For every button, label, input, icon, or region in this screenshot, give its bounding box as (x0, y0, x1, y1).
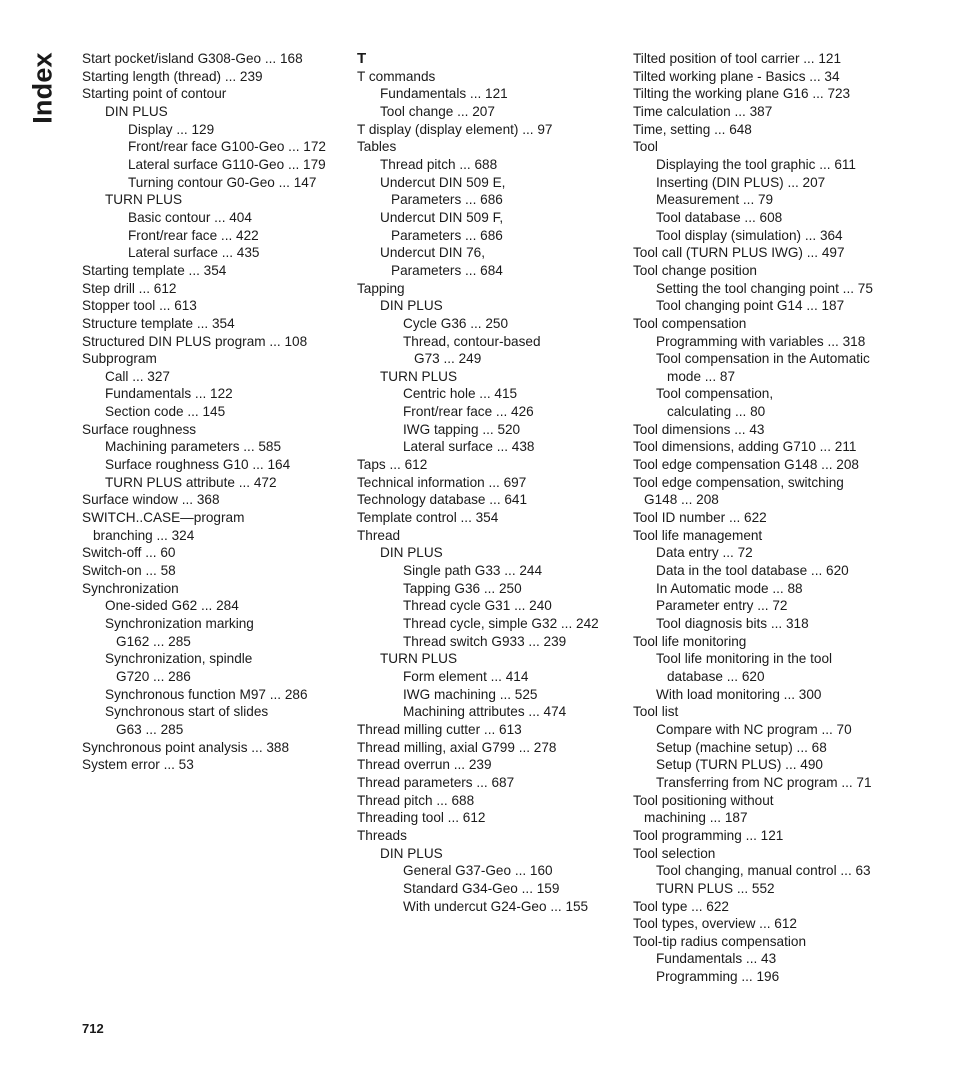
index-entry: Starting length (thread) ... 239 (82, 68, 263, 84)
index-subentry: Thread switch G933 ... 239 (403, 633, 567, 649)
index-entry: System error ... 53 (82, 757, 194, 773)
index-entry: Technology database ... 641 (357, 492, 528, 508)
index-entry: Tool change position (633, 262, 757, 278)
index-subentry: Single path G33 ... 244 (403, 563, 543, 579)
page-number: 712 (82, 1021, 104, 1036)
index-entry: Structured DIN PLUS program ... 108 (82, 333, 308, 349)
index-entry: Synchronous point analysis ... 388 (82, 739, 290, 755)
index-entry: Tool compensation (633, 315, 747, 331)
index-entry: Time, setting ... 648 (633, 121, 752, 137)
index-subentry: DIN PLUS (380, 298, 443, 314)
index-subentry: Tool changing, manual control ... 63 (656, 863, 871, 879)
index-entry-continuation: G720 ... 286 (116, 668, 191, 684)
index-letter-heading: T (357, 50, 367, 67)
index-subentry: Synchronization marking (105, 616, 254, 631)
index-subentry: Lateral surface ... 438 (403, 439, 535, 455)
index-subentry: With undercut G24-Geo ... 155 (403, 898, 589, 914)
index-subentry: Undercut DIN 76, (380, 245, 486, 261)
index-entry: Stopper tool ... 613 (82, 298, 197, 314)
index-entry-continuation: G73 ... 249 (414, 351, 482, 367)
index-subentry: Synchronous function M97 ... 286 (105, 686, 308, 702)
index-subentry: Tool compensation in the Automatic (656, 351, 870, 367)
index-subentry: Thread pitch ... 688 (380, 156, 498, 172)
index-subentry: Displaying the tool graphic ... 611 (656, 156, 856, 172)
index-subentry: Cycle G36 ... 250 (403, 315, 509, 331)
index-entry-continuation: Parameters ... 686 (391, 192, 503, 208)
index-subentry: Tool display (simulation) ... 364 (656, 227, 843, 243)
index-entry: Tool list (633, 704, 679, 720)
index-subentry: Display ... 129 (128, 121, 215, 137)
index-entry: Tool positioning without (633, 792, 774, 808)
index-subentry: Surface roughness G10 ... 164 (105, 457, 291, 473)
index-entry: Time calculation ... 387 (633, 103, 773, 119)
index-entry-continuation: G148 ... 208 (644, 492, 719, 508)
index-subentry: DIN PLUS (380, 545, 443, 561)
index-subentry: Fundamentals ... 121 (380, 86, 508, 102)
index-entry: Surface window ... 368 (82, 492, 220, 508)
index-subentry: Setup (TURN PLUS) ... 490 (656, 757, 823, 773)
index-subentry: DIN PLUS (380, 845, 443, 861)
index-entry: T commands (357, 68, 436, 84)
index-entry: Synchronization (82, 580, 179, 596)
index-entry: Subprogram (82, 351, 157, 367)
index-subentry: Inserting (DIN PLUS) ... 207 (656, 174, 826, 190)
index-entry: Tool ID number ... 622 (633, 510, 767, 526)
index-entry: SWITCH..CASE—program (82, 510, 245, 526)
index-title-text: Index (27, 52, 58, 124)
index-entry: Thread (357, 527, 401, 543)
index-subentry: Setup (machine setup) ... 68 (656, 739, 827, 755)
index-subentry: Thread cycle, simple G32 ... 242 (403, 616, 599, 631)
index-entry: Thread milling cutter ... 613 (357, 721, 522, 737)
index-entry: Step drill ... 612 (82, 280, 177, 296)
index-entry: Thread milling, axial G799 ... 278 (357, 739, 557, 755)
index-subentry: DIN PLUS (105, 103, 168, 119)
index-entry: Tool type ... 622 (633, 898, 729, 914)
index-subentry: Tool life monitoring in the tool (656, 651, 833, 667)
index-subentry: Front/rear face G100-Geo ... 172 (128, 139, 326, 155)
index-entry: Tapping (357, 280, 405, 296)
index-entry: Tool edge compensation, switching (633, 474, 844, 490)
index-subentry: Front/rear face ... 422 (128, 227, 259, 243)
index-subentry: Tool database ... 608 (656, 209, 783, 225)
index-subentry: Basic contour ... 404 (128, 209, 252, 225)
index-entry: Technical information ... 697 (357, 474, 527, 490)
index-section-title (26, 52, 60, 124)
index-subentry: IWG machining ... 525 (403, 686, 538, 702)
index-entry: Starting point of contour (82, 86, 227, 102)
index-entry: Tool edge compensation G148 ... 208 (633, 457, 859, 473)
index-subentry: In Automatic mode ... 88 (656, 580, 803, 596)
index-subentry: TURN PLUS (380, 651, 458, 667)
index-subentry: Data entry ... 72 (656, 545, 753, 561)
index-subentry: Call ... 327 (105, 368, 170, 384)
index-subentry: IWG tapping ... 520 (403, 421, 521, 437)
index-entry: Threading tool ... 612 (357, 810, 486, 826)
index-entry-continuation: Parameters ... 684 (391, 262, 503, 278)
index-entry: Starting template ... 354 (82, 262, 227, 278)
index-subentry: Thread, contour-based (403, 333, 541, 349)
index-subentry: Programming with variables ... 318 (656, 333, 866, 349)
index-entry-continuation: calculating ... 80 (667, 404, 766, 420)
index-entry: Taps ... 612 (357, 457, 428, 473)
index-subentry: Undercut DIN 509 E, (380, 174, 506, 190)
index-entry: Surface roughness (82, 421, 197, 437)
index-subentry: Fundamentals ... 122 (105, 386, 233, 402)
index-column-3 (633, 50, 923, 986)
index-subentry: Section code ... 145 (105, 404, 226, 420)
index-subentry: Transferring from NC program ... 71 (656, 774, 872, 790)
index-subentry: TURN PLUS (380, 368, 458, 384)
index-subentry: TURN PLUS ... 552 (656, 880, 775, 896)
index-entry: Start pocket/island G308-Geo ... 168 (82, 51, 303, 66)
index-entry: Tool life monitoring (633, 633, 747, 649)
index-subentry: Tool changing point G14 ... 187 (656, 298, 845, 314)
index-entry: Tool (633, 139, 658, 155)
index-subentry: With load monitoring ... 300 (656, 686, 822, 702)
index-entry: Thread parameters ... 687 (357, 774, 515, 790)
index-entry: Structure template ... 354 (82, 315, 235, 331)
index-subentry: Tool compensation, (656, 386, 774, 402)
index-entry: Threads (357, 827, 407, 843)
index-subentry: TURN PLUS (105, 192, 183, 208)
index-subentry: General G37-Geo ... 160 (403, 863, 553, 879)
index-entry: Tool types, overview ... 612 (633, 916, 797, 932)
index-subentry: Machining attributes ... 474 (403, 704, 567, 720)
index-subentry: Centric hole ... 415 (403, 386, 518, 402)
index-subentry: One-sided G62 ... 284 (105, 598, 239, 614)
index-subentry: Tapping G36 ... 250 (403, 580, 522, 596)
index-entry: Tilted working plane - Basics ... 34 (633, 68, 840, 84)
index-entry: Thread pitch ... 688 (357, 792, 475, 808)
index-subentry: TURN PLUS attribute ... 472 (105, 474, 277, 490)
index-subentry: Lateral surface G110-Geo ... 179 (128, 156, 326, 172)
index-subentry: Parameter entry ... 72 (656, 598, 788, 614)
index-entry-continuation: machining ... 187 (644, 810, 748, 826)
index-entry: Tool programming ... 121 (633, 827, 784, 843)
index-subentry: Fundamentals ... 43 (656, 951, 777, 967)
index-entry: Template control ... 354 (357, 510, 499, 526)
index-subentry: Synchronous start of slides (105, 704, 269, 720)
index-column-1 (82, 50, 347, 774)
index-subentry: Synchronization, spindle (105, 651, 253, 667)
index-subentry: Standard G34-Geo ... 159 (403, 880, 560, 896)
index-subentry: Thread cycle G31 ... 240 (403, 598, 552, 614)
index-entry-continuation: Parameters ... 686 (391, 227, 503, 243)
index-subentry: Setting the tool changing point ... 75 (656, 280, 873, 296)
index-subentry: Programming ... 196 (656, 969, 780, 985)
index-subentry: Form element ... 414 (403, 668, 529, 684)
index-subentry: Tool diagnosis bits ... 318 (656, 616, 809, 631)
index-entry: Switch-off ... 60 (82, 545, 176, 561)
index-entry: Tilting the working plane G16 ... 723 (633, 86, 851, 102)
index-subentry: Lateral surface ... 435 (128, 245, 260, 261)
index-entry: Tool dimensions, adding G710 ... 211 (633, 439, 857, 455)
index-entry: Tool dimensions ... 43 (633, 421, 765, 437)
index-subentry: Turning contour G0-Geo ... 147 (128, 174, 317, 190)
index-entry: Thread overrun ... 239 (357, 757, 492, 773)
index-subentry: Data in the tool database ... 620 (656, 563, 849, 579)
index-entry: Tool-tip radius compensation (633, 933, 807, 949)
index-subentry: Machining parameters ... 585 (105, 439, 282, 455)
index-entry-continuation: database ... 620 (667, 668, 765, 684)
index-subentry: Measurement ... 79 (656, 192, 774, 208)
index-entry: T display (display element) ... 97 (357, 121, 553, 137)
index-subentry: Undercut DIN 509 F, (380, 209, 504, 225)
index-entry: Tables (357, 139, 397, 155)
index-column-2 (357, 50, 622, 915)
index-entry: Tool call (TURN PLUS IWG) ... 497 (633, 245, 845, 261)
index-entry-continuation: mode ... 87 (667, 368, 736, 384)
index-subentry: Front/rear face ... 426 (403, 404, 534, 420)
index-subentry: Tool change ... 207 (380, 103, 495, 119)
index-subentry: Compare with NC program ... 70 (656, 721, 852, 737)
index-entry: Tool life management (633, 527, 763, 543)
index-entry-continuation: G162 ... 285 (116, 633, 191, 649)
index-entry: Switch-on ... 58 (82, 563, 176, 579)
index-entry: Tool selection (633, 845, 716, 861)
index-entry-continuation: G63 ... 285 (116, 721, 184, 737)
index-entry: Tilted position of tool carrier ... 121 (633, 51, 842, 66)
index-entry-continuation: branching ... 324 (93, 527, 195, 543)
